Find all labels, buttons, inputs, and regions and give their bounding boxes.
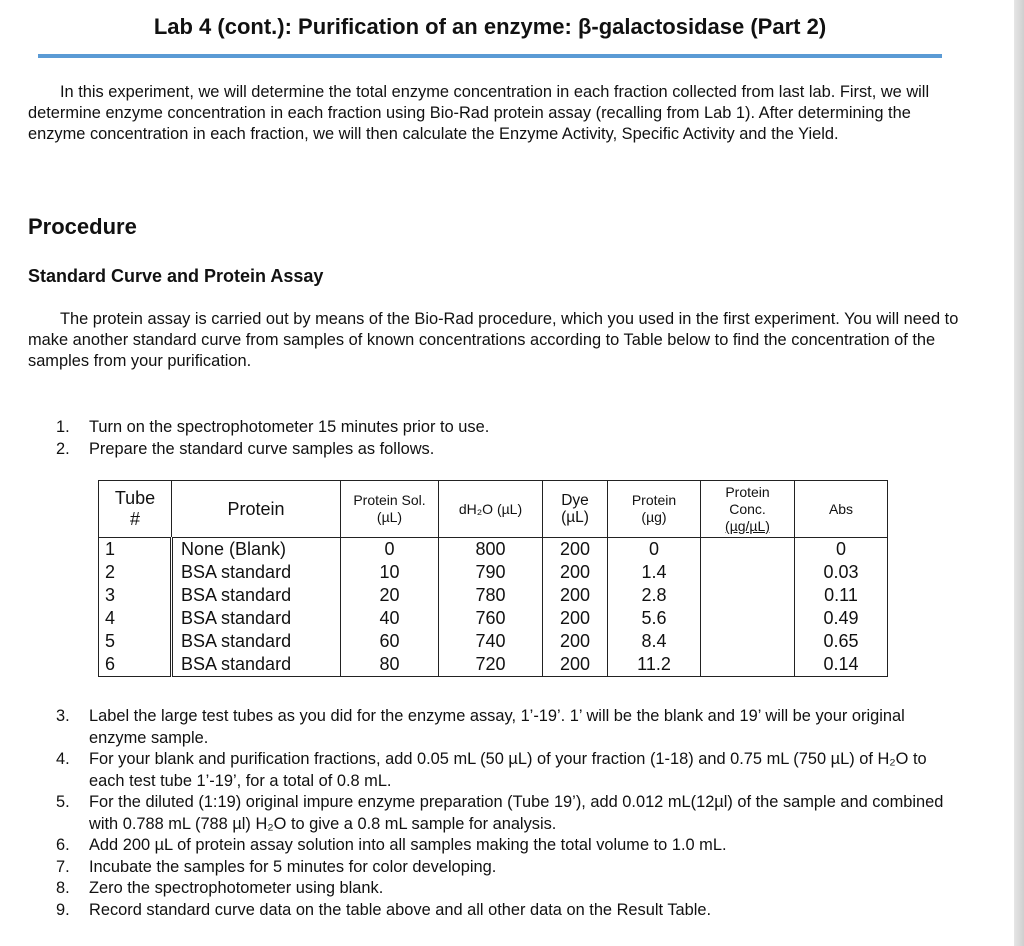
cell-dye: 200: [543, 561, 608, 584]
cell-dh2o: 780: [439, 584, 543, 607]
standard-curve-table: [98, 480, 888, 677]
cell-protein: BSA standard: [172, 561, 341, 584]
table-row: [99, 584, 888, 607]
cell-protein-sol: 20: [341, 584, 439, 607]
cell-protein: None (Blank): [172, 538, 341, 562]
step-number: 5.: [56, 793, 70, 811]
cell-abs: 0.14: [795, 653, 888, 677]
list-item: [56, 835, 956, 857]
table-header-row: [99, 481, 888, 538]
step-text: Incubate the samples for 5 minutes for color developing.: [89, 857, 497, 876]
list-item: [56, 878, 956, 900]
page-title: Lab 4 (cont.): Purification of an enzyme: β-galactosidase (Part 2): [153, 14, 827, 39]
cell-protein: BSA standard: [172, 584, 341, 607]
table-row: [99, 653, 888, 677]
intro-text: In this experiment, we will determine the total enzyme concentration in each fraction collected from last lab. First, we will determine enzyme concentration in each fraction using Bio-Rad protein assay (recalling from Lab 1). After determining the enzyme concentration in each fraction, we will then calculate the Enzyme Activity, Specific Activity and the Yield.: [28, 83, 930, 143]
header-protein-ug: Protein (µg): [608, 481, 701, 538]
cell-dh2o: 740: [439, 630, 543, 653]
step-text: Add 200 µL of protein assay solution into all samples making the total volume to 1.0 mL.: [89, 836, 727, 854]
cell-protein-conc: [701, 538, 795, 562]
section-subheading: Standard Curve and Protein Assay: [28, 266, 324, 286]
header-protein: Protein: [172, 481, 341, 538]
procedure-heading: Procedure: [28, 214, 137, 239]
list-item: [56, 749, 956, 792]
list-item: [56, 439, 956, 461]
header-tube: Tube #: [99, 481, 172, 538]
cell-protein: BSA standard: [172, 607, 341, 630]
assay-text: The protein assay is carried out by means of the Bio-Rad procedure, which you used in the first experiment. You will need to make another standard curve from samples of known concentrations according to Table below to find the concentration of the samples from your purification.: [28, 310, 959, 370]
cell-protein-sol: 60: [341, 630, 439, 653]
cell-tube: 3: [99, 584, 172, 607]
step-number: 8.: [56, 879, 70, 897]
table-body: [99, 538, 888, 677]
list-item: [56, 417, 956, 439]
step-text: For the diluted (1:19) original impure enzyme preparation (Tube 19’), add 0.012 mL(12µl) of the sample and combined with 0.788 mL (788 µl) H₂O to give a 0.8 mL sample for analysis.: [89, 793, 944, 833]
cell-protein: BSA standard: [172, 630, 341, 653]
list-item: [56, 792, 956, 835]
cell-dye: 200: [543, 653, 608, 677]
cell-protein-ug: 2.8: [608, 584, 701, 607]
header-abs: Abs: [795, 481, 888, 538]
cell-protein-sol: 40: [341, 607, 439, 630]
cell-dh2o: 760: [439, 607, 543, 630]
list-item: [56, 706, 956, 749]
header-dh2o: dH₂O (µL): [439, 481, 543, 538]
step-text: Zero the spectrophotometer using blank.: [89, 879, 384, 897]
header-dye: Dye (µL): [543, 481, 608, 538]
step-text: Label the large test tubes as you did for the enzyme assay, 1’-19’. 1’ will be the blank and 19’ will be your original enzyme sample.: [89, 707, 905, 747]
step-text: Record standard curve data on the table above and all other data on the Result Table.: [89, 900, 712, 919]
step-number: 6.: [56, 836, 70, 854]
table-row: [99, 607, 888, 630]
steps-list-b: [56, 706, 956, 921]
cell-abs: 0.49: [795, 607, 888, 630]
cell-dye: 200: [543, 538, 608, 562]
title-underline: [38, 54, 942, 58]
table-row: [99, 561, 888, 584]
cell-tube: 6: [99, 653, 172, 677]
cell-protein-sol: 10: [341, 561, 439, 584]
step-number: 9.: [56, 900, 70, 919]
cell-protein-ug: 8.4: [608, 630, 701, 653]
cell-tube: 5: [99, 630, 172, 653]
steps-list-a: [56, 417, 956, 460]
header-protein-sol: Protein Sol. (µL): [341, 481, 439, 538]
intro-paragraph: [28, 82, 968, 145]
cell-dye: 200: [543, 607, 608, 630]
cell-tube: 4: [99, 607, 172, 630]
step-number: 1.: [56, 418, 70, 436]
cell-protein-ug: 5.6: [608, 607, 701, 630]
cell-protein-conc: [701, 584, 795, 607]
cell-protein-ug: 0: [608, 538, 701, 562]
cell-abs: 0: [795, 538, 888, 562]
cell-dh2o: 790: [439, 561, 543, 584]
step-number: 3.: [56, 707, 70, 725]
step-text: Turn on the spectrophotometer 15 minutes prior to use.: [89, 418, 490, 436]
cell-dh2o: 720: [439, 653, 543, 677]
page-edge: [1014, 0, 1024, 946]
step-text: Prepare the standard curve samples as follows.: [89, 439, 435, 458]
cell-protein-conc: [701, 630, 795, 653]
cell-protein: BSA standard: [172, 653, 341, 677]
cell-dh2o: 800: [439, 538, 543, 562]
cell-abs: 0.65: [795, 630, 888, 653]
assay-paragraph: [28, 309, 968, 372]
cell-protein-sol: 80: [341, 653, 439, 677]
cell-protein-ug: 11.2: [608, 653, 701, 677]
cell-abs: 0.03: [795, 561, 888, 584]
list-item: [56, 857, 956, 879]
cell-protein-conc: [701, 561, 795, 584]
header-protein-conc: Protein Conc. (µg/µL): [701, 481, 795, 538]
cell-tube: 2: [99, 561, 172, 584]
cell-dye: 200: [543, 630, 608, 653]
table-row: [99, 630, 888, 653]
cell-tube: 1: [99, 538, 172, 562]
cell-dye: 200: [543, 584, 608, 607]
step-text: For your blank and purification fractions, add 0.05 mL (50 µL) of your fraction (1-18) and 0.75 mL (750 µL) of H₂O to each test tube 1’-19’, for a total of 0.8 mL.: [89, 750, 927, 790]
cell-protein-ug: 1.4: [608, 561, 701, 584]
table-row: [99, 538, 888, 562]
cell-protein-sol: 0: [341, 538, 439, 562]
step-number: 4.: [56, 750, 70, 768]
cell-protein-conc: [701, 607, 795, 630]
cell-protein-conc: [701, 653, 795, 677]
cell-abs: 0.11: [795, 584, 888, 607]
step-number: 2.: [56, 439, 70, 458]
list-item: [56, 900, 956, 922]
step-number: 7.: [56, 857, 70, 876]
